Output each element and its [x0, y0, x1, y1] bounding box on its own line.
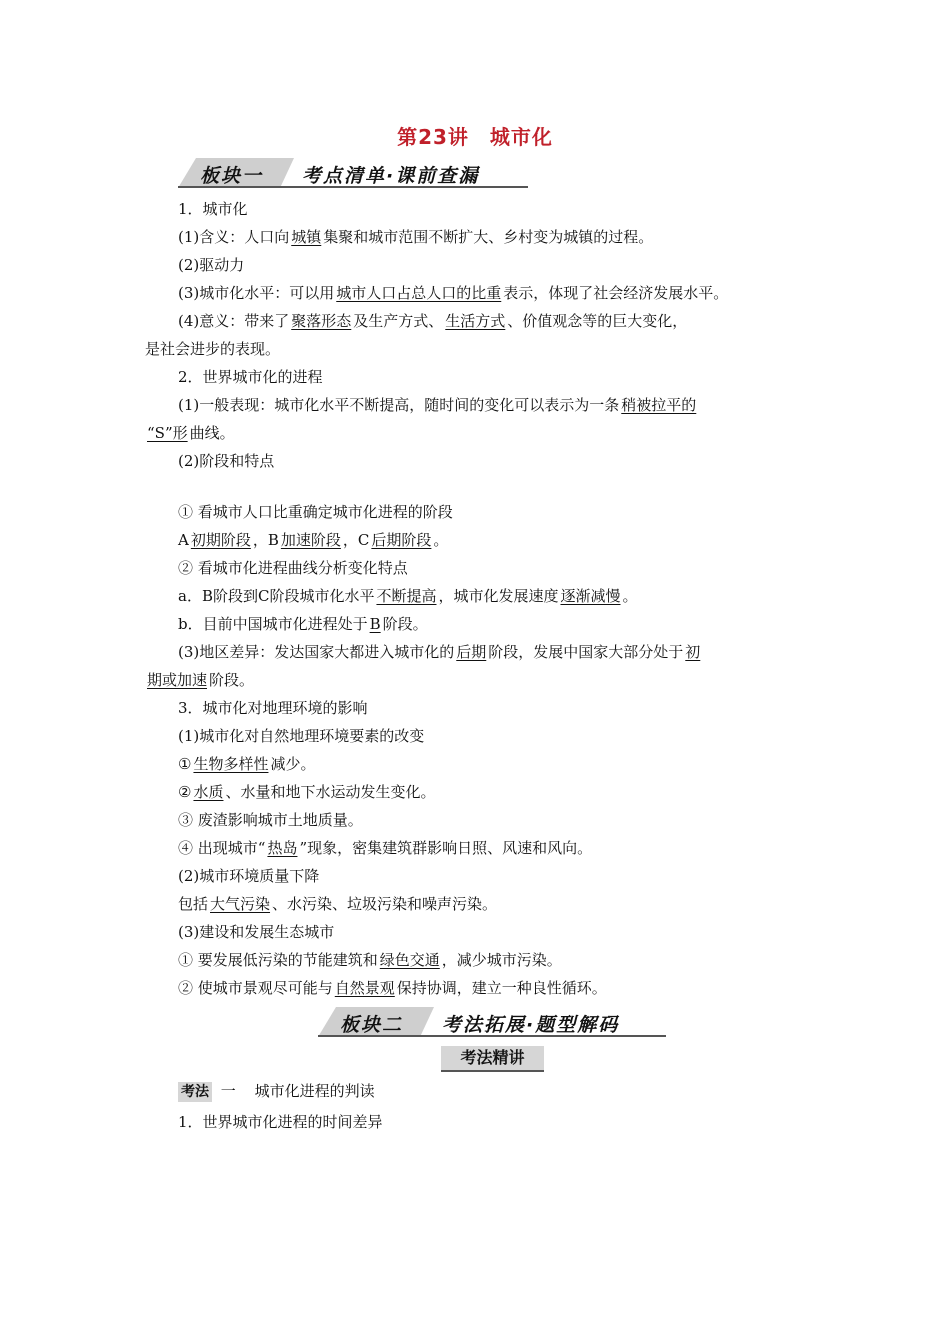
page-title: 第23讲 城市化	[397, 125, 553, 149]
text-line: (1)一般表现：城市化水平不断提高，随时间的变化可以表示为一条 稍被拉平的	[178, 396, 697, 414]
answer-blank: B	[369, 615, 381, 633]
text-line: (3)地区差异：发达国家大都进入城市化的 后期 阶段，发展中国家大部分处于 初	[178, 643, 701, 661]
text-line: ④ 出现城市“ 热岛 ”现象，密集建筑群影响日照、风速和风向。	[178, 839, 593, 857]
section-label: 板块二	[340, 1014, 404, 1036]
text-line: (3)建设和发展生态城市	[178, 923, 335, 941]
answer-blank: 城镇	[291, 228, 322, 246]
answer-blank: 自然景观	[334, 979, 395, 997]
text-line: 3．城市化对地理环境的影响	[178, 699, 368, 717]
text-line: a．B阶段到C阶段城市化水平 不断提高 ，城市化发展速度 逐渐减慢 。	[178, 587, 638, 605]
section-label: 板块一	[200, 165, 264, 187]
section-banner-2	[318, 1007, 666, 1037]
section-banner-1	[178, 158, 528, 188]
text-line: 1．城市化	[178, 200, 248, 218]
answer-blank: 热岛	[267, 839, 298, 857]
answer-blank: “S”形	[147, 424, 188, 442]
text-line: (2)驱动力	[178, 256, 245, 274]
text-line: “S”形 曲线。	[147, 424, 235, 442]
text-line: b．目前中国城市化进程处于 B 阶段。	[178, 615, 428, 633]
text-line: ① 看城市人口比重确定城市化进程的阶段	[178, 503, 453, 521]
answer-blank: 生活方式	[445, 312, 506, 330]
text-line: (1)含义：人口向 城镇 集聚和城市范围不断扩大、乡村变为城镇的过程。	[178, 228, 654, 246]
text-line: ② 看城市化进程曲线分析变化特点	[178, 559, 408, 577]
text-line: (3)城市化水平：可以用 城市人口占总人口的比重 表示，体现了社会经济发展水平。	[178, 284, 729, 302]
answer-blank: 大气污染	[210, 895, 271, 913]
text-line: (2)阶段和特点	[178, 452, 275, 470]
text-line: (2)城市环境质量下降	[178, 867, 320, 885]
text-line: 2．世界城市化的进程	[178, 368, 323, 386]
answer-blank: 水质	[193, 783, 224, 801]
sub-banner: 考法精讲	[441, 1046, 544, 1072]
text-line: ③ 废渣影响城市土地质量。	[178, 811, 363, 829]
section-title: 考点清单·课前查漏	[302, 165, 480, 187]
text-line: 是社会进步的表现。	[145, 340, 281, 358]
answer-blank: 生物多样性	[193, 755, 269, 773]
answer-blank: 期或加速	[147, 671, 208, 689]
answer-blank: 绿色交通	[379, 951, 440, 969]
answer-blank: 初	[685, 643, 701, 661]
text-line: 1．世界城市化进程的时间差异	[178, 1113, 383, 1131]
answer-blank: 加速阶段	[280, 531, 341, 549]
answer-blank: 稍被拉平的	[621, 396, 697, 414]
answer-blank: 不断提高	[376, 587, 437, 605]
text-line: A 初期阶段 ，B 加速阶段 ，C 后期阶段 。	[178, 531, 449, 549]
section-title: 考法拓展·题型解码	[442, 1014, 620, 1036]
text-line: ① 生物多样性 减少。	[178, 755, 316, 773]
answer-blank: 城市人口占总人口的比重	[336, 284, 502, 302]
method-heading: 考法 一 城市化进程的判读	[178, 1081, 375, 1102]
answer-blank: 逐渐减慢	[560, 587, 621, 605]
text-line: (4)意义：带来了 聚落形态 及生产方式、 生活方式 、价值观念等的巨大变化，	[178, 312, 688, 330]
text-line: 包括 大气污染 、水污染、垃圾污染和噪声污染。	[178, 895, 498, 913]
text-line: (1)城市化对自然地理环境要素的改变	[178, 727, 425, 745]
answer-blank: 后期	[456, 643, 487, 661]
method-tag: 考法	[178, 1082, 212, 1102]
text-line: ② 使城市景观尽可能与 自然景观 保持协调，建立一种良性循环。	[178, 979, 607, 997]
answer-blank: 初期阶段	[190, 531, 251, 549]
text-line: ① 要发展低污染的节能建筑和 绿色交通 ，减少城市污染。	[178, 951, 562, 969]
text-line: ② 水质 、水量和地下水运动发生变化。	[178, 783, 436, 801]
answer-blank: 聚落形态	[291, 312, 352, 330]
text-line: 期或加速 阶段。	[147, 671, 255, 689]
answer-blank: 后期阶段	[371, 531, 432, 549]
